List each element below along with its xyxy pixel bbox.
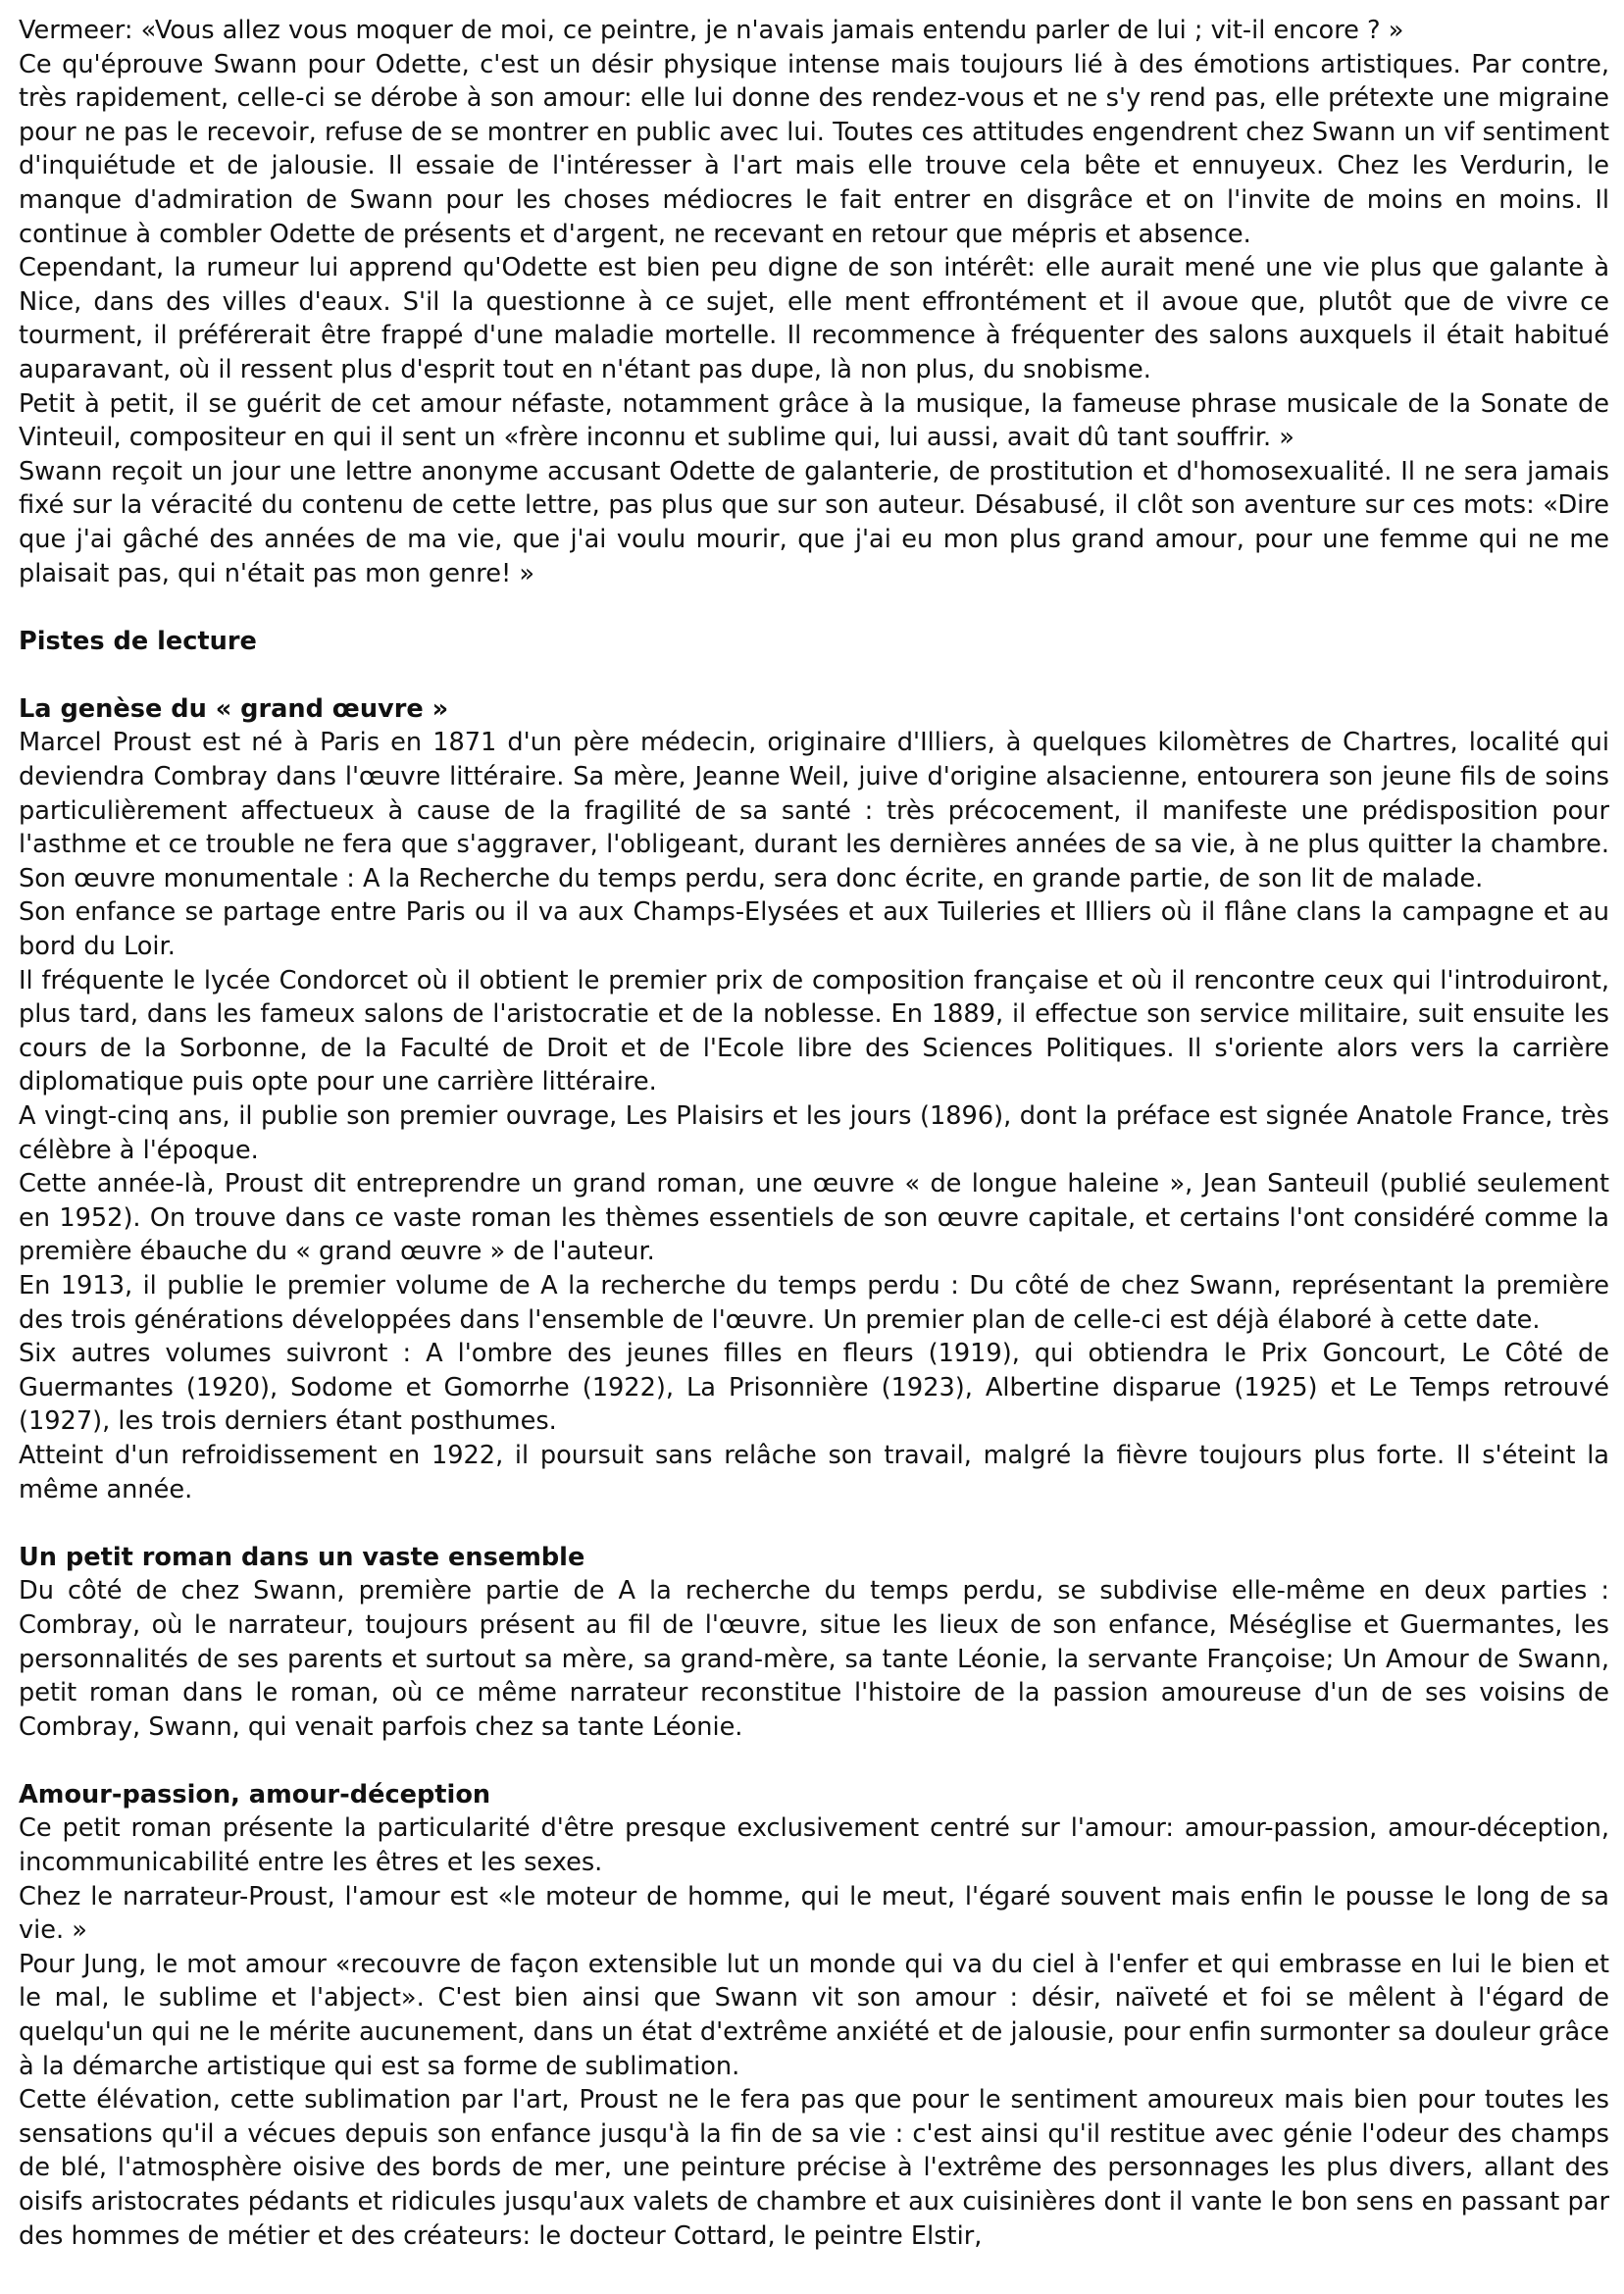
paragraph-1913: En 1913, il publie le premier volume de A la recherche du temps perdu : Du côté de chez Swann, représentant la première des trois générations développées dans l'ensemble de l'œuvre. Un premier plan de celle-ci est déjà élaboré à cette date. bbox=[19, 1270, 1609, 1335]
heading-genese: La genèse du « grand œuvre » bbox=[19, 693, 449, 724]
paragraph-sublimation: Cette élévation, cette sublimation par l'art, Proust ne le fera pas que pour le sentiment amoureux mais bien pour toutes les sensations qu'il a vécues depuis son enfance jusqu'à la fin de sa vie : c'est ainsi qu'il restitue avec génie l'odeur des champs de blé, l'atmosphère oisive des bords de mer, une peinture précise à l'extrême des personnages les plus divers, allant des oisifs aristocrates pédants et ridicules jusqu'aux valets de chambre et aux cuisinières dont il vante le bon sens en passant par des hommes de métier et des créateurs: le docteur Cottard, le peintre Elstir, bbox=[19, 2085, 1609, 2251]
paragraph-enfance: Son enfance se partage entre Paris ou il va aux Champs-Elysées et aux Tuileries et Illiers où il flâne clans la campagne et au bord du Loir. bbox=[19, 897, 1609, 962]
paragraph-condorcet: Il fréquente le lycée Condorcet où il obtient le premier prix de composition française et où il rencontre ceux qui l'introduiront, plus tard, dans les fameux salons de l'aristocratie et de la noblesse. En 1889, il effectue son service militaire, suit ensuite les cours de la Sorbonne, de la Faculté de Droit et de l'Ecole libre des Sciences Politiques. Il s'oriente alors vers la carrière diplomatique puis opte pour une carrière littéraire. bbox=[19, 965, 1609, 1097]
spacer bbox=[19, 658, 1609, 692]
paragraph-jung: Pour Jung, le mot amour «recouvre de façon extensible lut un monde qui va du ciel à l'enfer et qui embrasse en lui le bien et le mal, le sublime et l'abject». C'est bien ainsi que Swann vit son amour : désir, naïveté et foi se mêlent à l'égard de quelqu'un qui ne le mérite aucunement, dans un état d'extrême anxiété et de jalousie, pour enfin surmonter sa douleur grâce à la démarche artistique qui est sa forme de sublimation. bbox=[19, 1949, 1609, 2081]
paragraph-swann-desire: Ce qu'éprouve Swann pour Odette, c'est un désir physique intense mais toujours lié à des émotions artistiques. Par contre, très rapidement, celle-ci se dérobe à son amour: elle lui donne des rendez-vous et ne s'y rend pas, elle prétexte une migraine pour ne pas le recevoir, refuse de se montrer en public avec lui. Toutes ces attitudes engendrent chez Swann un vif sentiment d'inquiétude et de jalousie. Il essaie de l'intéresser à l'art mais elle trouve cela bête et ennuyeux. Chez les Verdurin, le manque d'admiration de Swann pour les choses médiocres le fait entrer en disgrâce et on l'invite de moins en moins. Il continue à combler Odette de présents et d'argent, ne recevant en retour que mépris et absence. bbox=[19, 49, 1609, 249]
spacer bbox=[19, 1744, 1609, 1778]
paragraph-rumeur: Cependant, la rumeur lui apprend qu'Odette est bien peu digne de son intérêt: elle aurait mené une vie plus que galante à Nice, dans des villes d'eaux. S'il la questionne à ce sujet, elle ment effrontément et il avoue que, plutôt que de vivre ce tourment, il préférerait être frappé d'une maladie mortelle. Il recommence à fréquenter des salons auxquels il était habitué auparavant, où il ressent plus d'esprit tout en n'étant pas dupe, là non plus, du snobisme. bbox=[19, 253, 1609, 384]
paragraph-moteur: Chez le narrateur-Proust, l'amour est «le moteur de homme, qui le meut, l'égaré souvent mais enfin le pousse le long de sa vie. » bbox=[19, 1881, 1609, 1946]
paragraph-du-cote-de-chez-swann: Du côté de chez Swann, première partie de A la recherche du temps perdu, se subdivise elle-même en deux parties : Combray, où le narrateur, toujours présent au fil de l'œuvre, situe les lieux de son enfance, Méséglise et Guermantes, les personnalités de ses parents et surtout sa mère, sa grand-mère, sa tante Léonie, la servante Françoise; Un Amour de Swann, petit roman dans le roman, où ce même narrateur reconstitue l'histoire de la passion amoureuse d'un de ses voisins de Combray, Swann, qui venait parfois chez sa tante Léonie. bbox=[19, 1576, 1609, 1742]
paragraph-vermeer-quote: Vermeer: «Vous allez vous moquer de moi, ce peintre, je n'avais jamais entendu parler de lui ; vit-il encore ? » bbox=[19, 16, 1404, 45]
paragraph-guerison: Petit à petit, il se guérit de cet amour néfaste, notamment grâce à la musique, la fameuse phrase musicale de la Sonate de Vinteuil, compositeur en qui il sent un «frère inconnu et sublime qui, lui aussi, avait dû tant souffrir. » bbox=[19, 388, 1609, 453]
spacer bbox=[19, 1506, 1609, 1541]
paragraph-1922: Atteint d'un refroidissement en 1922, il poursuit sans relâche son travail, malgré la fièvre toujours plus forte. Il s'éteint la même année. bbox=[19, 1440, 1609, 1504]
document-page bbox=[19, 14, 1609, 2253]
heading-pistes-de-lecture: Pistes de lecture bbox=[19, 626, 257, 656]
spacer bbox=[19, 590, 1609, 625]
heading-amour-passion: Amour-passion, amour-déception bbox=[19, 1779, 491, 1810]
paragraph-particularite: Ce petit roman présente la particularité d'être presque exclusivement centré sur l'amour: amour-passion, amour-déception, incommunicabilité entre les êtres et les sexes. bbox=[19, 1813, 1609, 1878]
paragraph-jean-santeuil: Cette année-là, Proust dit entreprendre un grand roman, une œuvre « de longue haleine », Jean Santeuil (publié seulement en 1952). On trouve dans ce vaste roman les thèmes essentiels de son œuvre capitale, et certains l'ont considéré comme la première ébauche du « grand œuvre » de l'auteur. bbox=[19, 1169, 1609, 1267]
paragraph-plaisirs-et-jours: A vingt-cinq ans, il publie son premier ouvrage, Les Plaisirs et les jours (1896), dont la préface est signée Anatole France, très célèbre à l'époque. bbox=[19, 1101, 1609, 1165]
paragraph-lettre-anonyme: Swann reçoit un jour une lettre anonyme accusant Odette de galanterie, de prostitution et d'homosexualité. Il ne sera jamais fixé sur la véracité du contenu de cette lettre, pas plus que sur son auteur. Désabusé, il clôt son aventure sur ces mots: «Dire que j'ai gâché des années de ma vie, que j'ai voulu mourir, que j'ai eu mon plus grand amour, pour une femme qui ne me plaisait pas, qui n'était pas mon genre! » bbox=[19, 456, 1609, 588]
paragraph-six-volumes: Six autres volumes suivront : A l'ombre des jeunes filles en fleurs (1919), qui obtiendra le Prix Goncourt, Le Côté de Guermantes (1920), Sodome et Gomorrhe (1922), La Prisonnière (1923), Albertine disparue (1925) et Le Temps retrouvé (1927), les trois derniers étant posthumes. bbox=[19, 1339, 1609, 1437]
heading-petit-roman: Un petit roman dans un vaste ensemble bbox=[19, 1542, 585, 1572]
paragraph-naissance: Marcel Proust est né à Paris en 1871 d'un père médecin, originaire d'Illiers, à quelques kilomètres de Chartres, localité qui deviendra Combray dans l'œuvre littéraire. Sa mère, Jeanne Weil, juive d'origine alsacienne, entourera son jeune fils de soins particulièrement affectueux à cause de la fragilité de sa santé : très précocement, il manifeste une prédisposition pour l'asthme et ce trouble ne fera que s'aggraver, l'obligeant, durant les dernières années de sa vie, à ne plus quitter la chambre. Son œuvre monumentale : A la Recherche du temps perdu, sera donc écrite, en grande partie, de son lit de malade. bbox=[19, 728, 1609, 893]
